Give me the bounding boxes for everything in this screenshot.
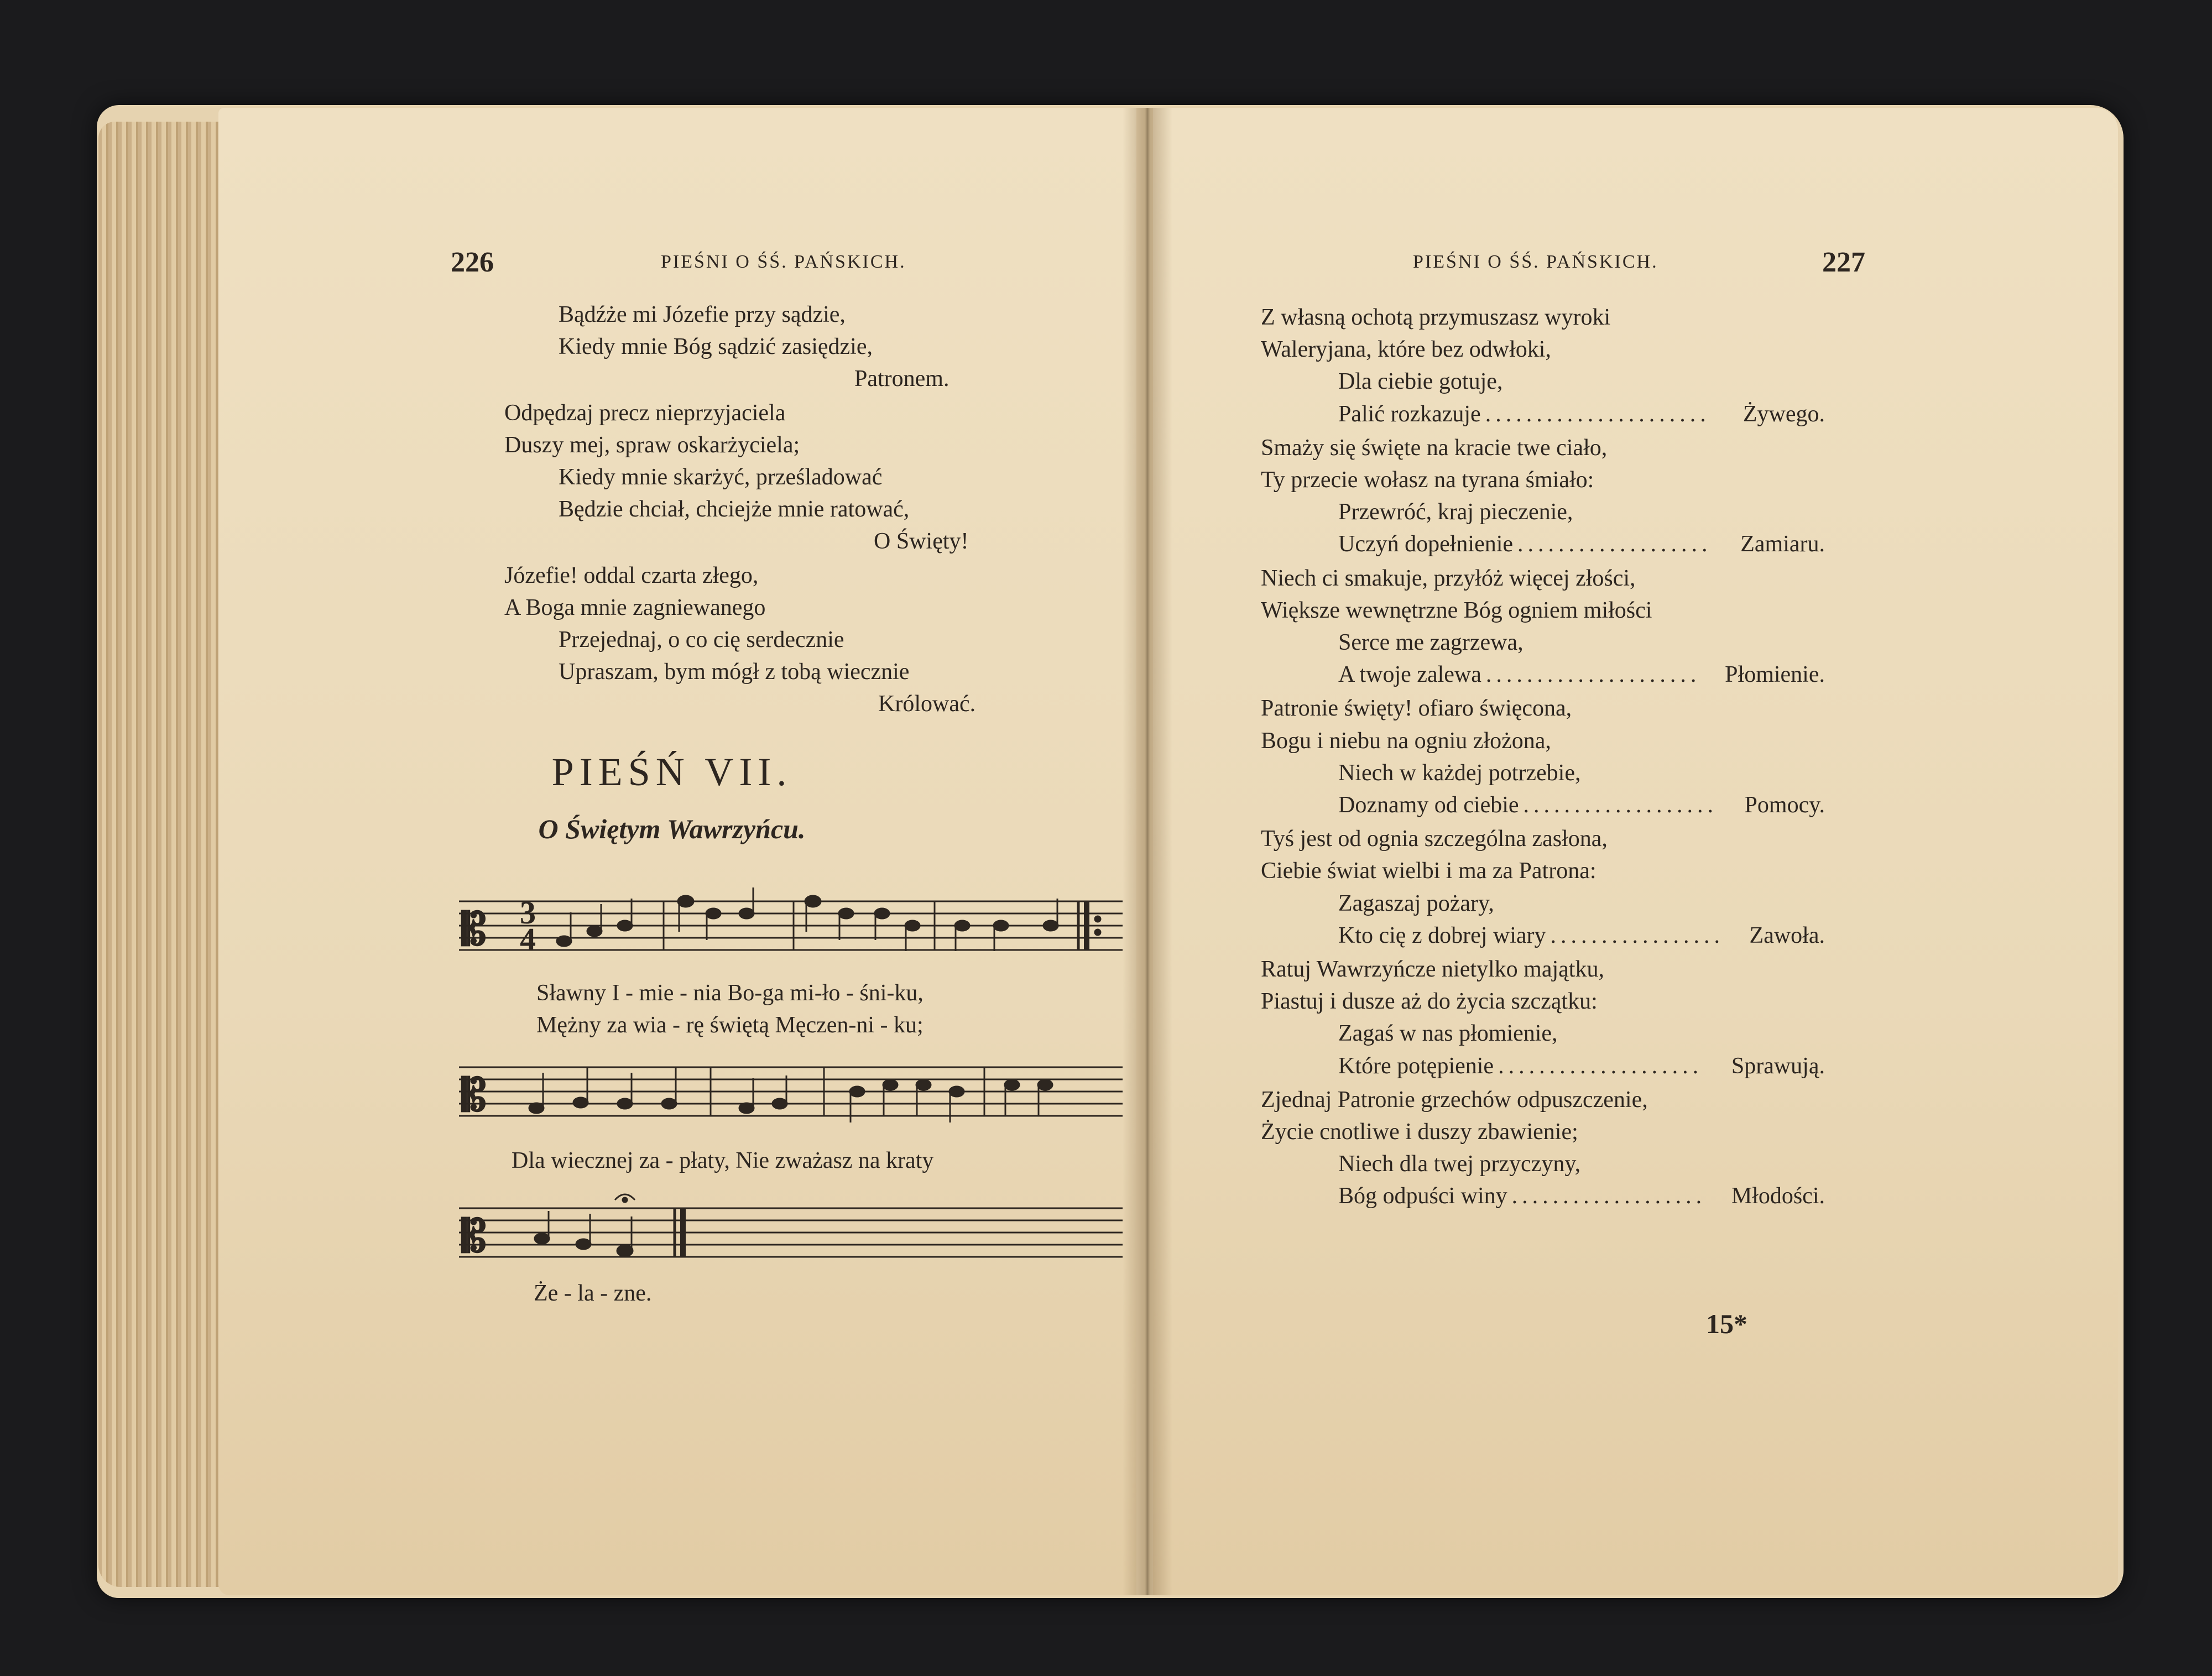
music-staff-1 [459,879,1128,979]
right-page-number: 227 [1822,247,1865,278]
c-clef-icon: 𝄡 [462,1072,487,1120]
verse-line [1338,922,1546,949]
verse-line: O Święty! [874,529,969,554]
verse-refrain-word: Zawoła. [1749,922,1825,948]
dot-leader: ................... [1523,792,1718,818]
verse-line [1338,1020,1558,1047]
verse-line [1338,531,1513,557]
verse-text: Przewróć, kraj pieczenie, [1338,499,1573,525]
verse-line: Kiedy mnie Bóg sądzić zasiędzie, [559,334,873,359]
verse-line [1338,629,1524,656]
verse-refrain-word: Płomienie. [1725,662,1825,688]
verse-refrain-word: Sprawują. [1731,1053,1825,1079]
verse-line: Duszy mej, spraw oskarżyciela; [504,432,800,458]
left-running-head: PIEŚNI O ŚŚ. PAŃSKICH. [661,252,906,272]
verse-text: Ty przecie wołasz na tyrana śmiało: [1261,467,1594,493]
verse-line [1338,401,1481,427]
verse-line [1338,499,1573,525]
verse-text: Kto cię z dobrej wiary [1338,922,1546,948]
verse-text: Ratuj Wawrzyńcze nietylko majątku, [1261,957,1604,982]
verse-line: Kiedy mnie skarżyć, prześladować [559,464,883,490]
verse-line [1261,695,1572,722]
verse-refrain-word: Zamiaru. [1740,531,1825,557]
verse-line: Upraszam, bym mógł z tobą wiecznie [559,659,910,685]
song-subtitle: O Świętym Wawrzyńcu. [538,813,806,844]
verse-line [1338,368,1503,395]
left-page [218,108,1136,1595]
verse-line [1261,1087,1648,1113]
verse-line: Józefie! oddal czarta złego, [504,563,759,588]
dot-leader: ...................... [1485,401,1710,427]
verse-text: A twoje zalewa [1338,662,1481,688]
verse-line [1261,988,1598,1015]
lyrics-row: Dla wiecznej za - płaty, Nie zważasz na kraty [512,1148,934,1173]
verse-refrain-word: Żywego. [1743,401,1825,427]
verse-line: Przejednaj, o co cię serdecznie [559,627,844,652]
song-title: PIEŚŃ VII. [551,750,792,794]
verse-text: Z własną ochotą przymuszasz wyroki [1261,305,1611,330]
verse-text: Doznamy od ciebie [1338,792,1519,818]
verse-line [1261,304,1610,331]
verse-line: A Boga mnie zagniewanego [504,595,766,620]
verse-text: Ciebie świat wielbi i ma za Patrona: [1261,858,1597,884]
verse-text: Niech w każdej potrzebie, [1338,760,1581,786]
verse-text: Palić rozkazuje [1338,401,1481,427]
music-staff-2 [459,1051,1128,1145]
dot-leader: ................... [1517,531,1712,557]
verse-text: Serce me zagrzewa, [1338,630,1524,655]
left-page-number: 226 [451,247,494,278]
note-group [535,1194,635,1256]
verse-text: Piastuj i dusze aż do życia szczątku: [1261,989,1598,1015]
verse-text: Uczyń dopełnienie [1338,531,1514,557]
verse-text: Smaży się święte na kracie twe ciało, [1261,435,1608,461]
verse-line: Bądźże mi Józefie przy sądzie, [559,302,846,327]
verse-line [1338,760,1580,786]
verse-text: Niech dla twej przyczyny, [1338,1151,1581,1177]
note-group [529,1067,1052,1122]
verse-line [1261,565,1636,592]
time-signature-bottom: 4 [520,921,536,957]
verse-text: Zagaszaj pożary, [1338,890,1494,916]
verse-line: Będzie chciał, chciejże mnie ratować, [559,497,910,522]
page-edges [98,122,226,1587]
verse-text: Życie cnotliwe i duszy zbawienie; [1261,1119,1578,1145]
verse-line [1261,597,1652,624]
dot-leader: ................... [1511,1183,1707,1209]
verse-line [1261,858,1597,884]
verse-line [1261,1119,1578,1145]
verse-line [1338,1183,1507,1209]
verse-line [1261,826,1608,852]
verse-line [1338,661,1481,688]
verse-line [1261,467,1594,493]
verse-line [1261,336,1551,363]
verse-text: Niech ci smakuje, przyłóż więcej złości, [1261,565,1636,591]
verse-line [1338,1151,1580,1177]
verse-line [1338,1053,1494,1079]
right-running-head: PIEŚNI O ŚŚ. PAŃSKICH. [1413,252,1658,272]
verse-line [1261,956,1604,983]
verse-refrain-word: Młodości. [1731,1183,1825,1209]
note-group [557,887,1100,951]
dot-leader: .................... [1498,1053,1703,1079]
lyrics-row: Mężny za wia - rę świętą Męczen-ni - ku; [536,1012,924,1038]
book-gutter [1123,108,1172,1595]
verse-text: Bóg odpuści winy [1338,1183,1507,1209]
dot-leader: ..................... [1485,662,1701,688]
music-staff-3 [459,1183,1128,1272]
verse-text: Bogu i niebu na ogniu złożona, [1261,728,1551,754]
c-clef-icon: 𝄡 [462,906,487,954]
verse-text: Zagaś w nas płomienie, [1338,1021,1558,1047]
verse-line [1261,435,1607,461]
c-clef-icon: 𝄡 [462,1213,487,1261]
verse-text: Waleryjana, które bez odwłoki, [1261,337,1551,363]
verse-line: Odpędzaj precz nieprzyjaciela [504,400,786,426]
verse-line: Patronem. [854,366,950,391]
verse-text: Większe wewnętrzne Bóg ogniem miłości [1261,597,1652,623]
verse-text: Zjednaj Patronie grzechów odpuszczenie, [1261,1087,1648,1113]
verse-text: Które potępienie [1338,1053,1494,1079]
lyrics-row: Że - la - zne. [534,1281,652,1306]
verse-text: Patronie święty! ofiaro święcona, [1261,696,1572,722]
time-signature-top: 3 [520,895,536,931]
verse-refrain-word: Pomocy. [1744,792,1825,818]
lyrics-row: Sławny I - mie - nia Bo-ga mi-ło - śni-ku, [536,980,924,1006]
verse-line [1261,728,1551,754]
verse-text: Tyś jest od ognia szczególna zasłona, [1261,826,1608,852]
verse-text: Dla ciebie gotuje, [1338,369,1503,395]
verse-line: Królować. [878,691,976,717]
verse-line [1338,890,1494,917]
signature-mark: 15* [1706,1308,1747,1339]
verse-line [1338,792,1519,818]
dot-leader: ................. [1550,922,1725,948]
